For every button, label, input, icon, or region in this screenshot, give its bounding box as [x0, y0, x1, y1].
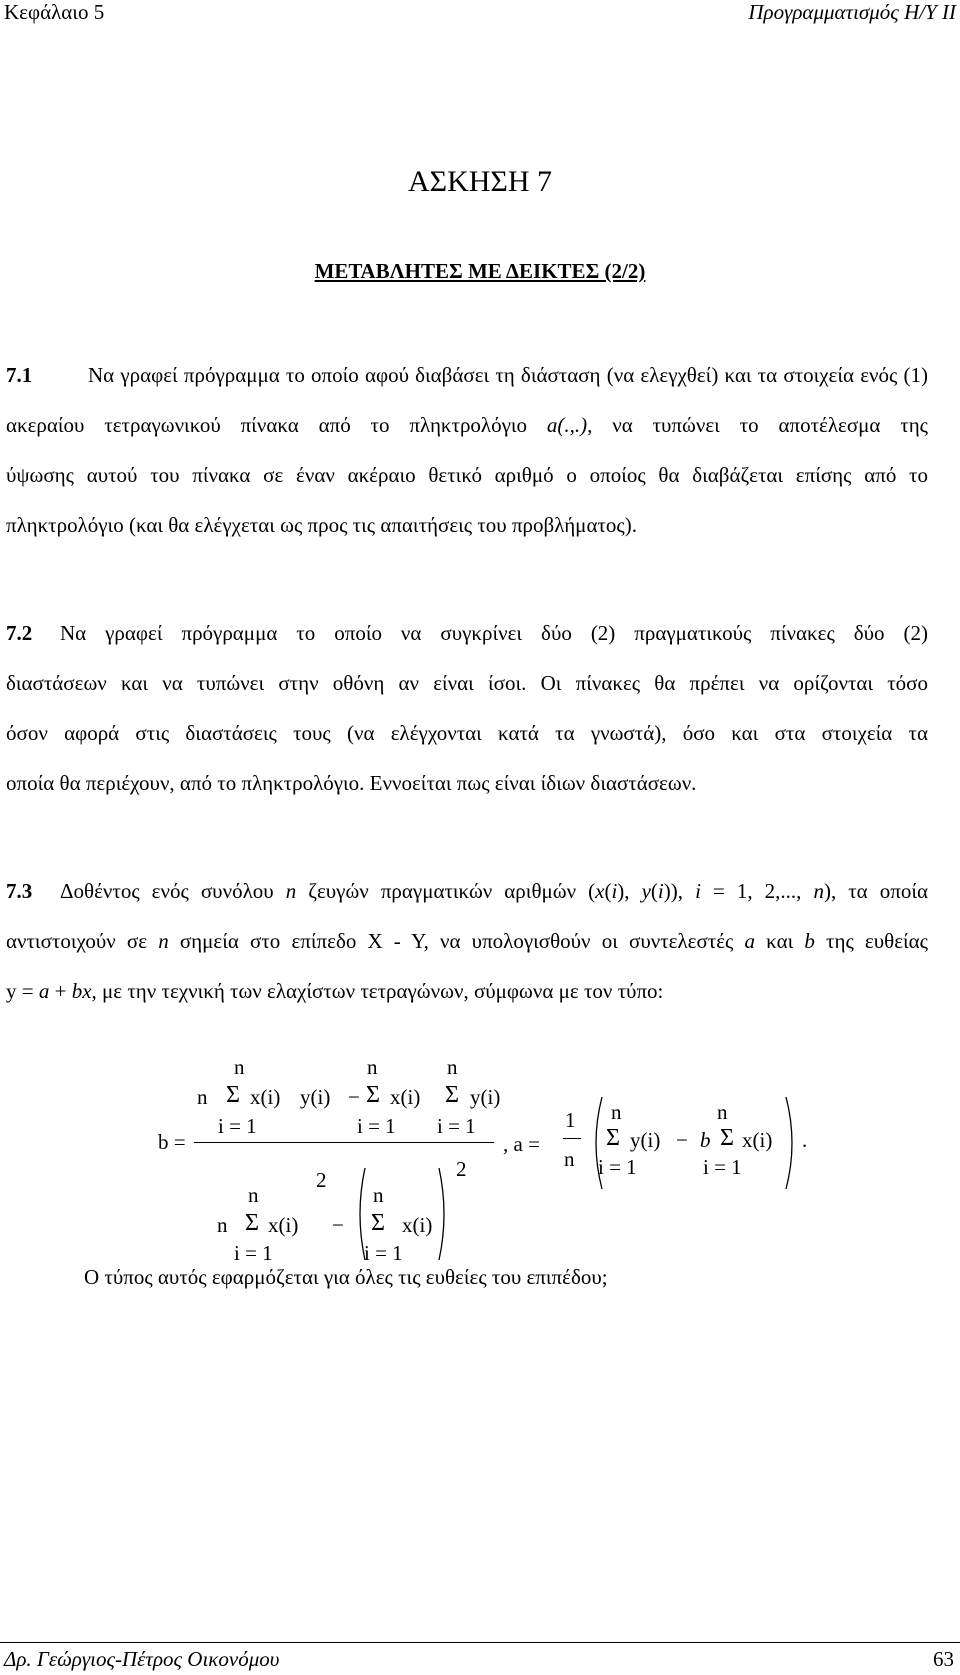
ex73-number: 7.3 [6, 879, 33, 903]
course-label: Προγραμματισμός Η/Υ ΙΙ [748, 0, 956, 24]
formula-index: i = 1 [357, 1114, 396, 1138]
ex71-text-1: Να γραφεί πρόγραμμα το οποίο αφού διαβάσει τη διάσταση (να ελεγχθεί) και τα στοιχεία ενός (1) [88, 363, 928, 387]
ex71-number: 7.1 [6, 363, 33, 387]
formula-index: i = 1 [598, 1155, 637, 1179]
formula-n: n [717, 1100, 728, 1124]
formula-index: i = 1 [218, 1114, 257, 1138]
formula-period: . [802, 1128, 808, 1152]
chapter-label: Κεφάλαιο 5 [4, 0, 105, 24]
formula-n: n [197, 1085, 208, 1109]
page-title: ΑΣΚΗΣΗ 7 [407, 165, 553, 198]
footer-author: Δρ. Γεώργιος-Πέτρος Οικονόμου [4, 1647, 280, 1671]
sigma-symbol: Σ [226, 1082, 240, 1108]
formula-index: i = 1 [437, 1114, 476, 1138]
formula-n: n [248, 1183, 259, 1207]
formula-index: i = 1 [364, 1241, 403, 1265]
formula-n: n [373, 1183, 384, 1207]
ex73-var-i: i [657, 879, 664, 903]
formula-yi: y(i) [470, 1085, 501, 1109]
formula-n: n [217, 1213, 228, 1237]
ex72-line-1 [6, 620, 928, 646]
ex72-line-3: όσον αφορά στις διαστάσεις τους (να ελέγχονται κατά τα γνωστά), όσο και στα στοιχεία τα [6, 721, 928, 745]
formula-xi: x(i) [268, 1213, 299, 1237]
formula-a-equals: , a = [503, 1132, 540, 1156]
ex71-line-4: πληκτρολόγιο (και θα ελέγχεται ως προς τις απαιτήσεις του προβλήματος). [6, 513, 637, 537]
sigma-symbol: Σ [371, 1210, 385, 1236]
ex73-var-a: a [744, 929, 756, 953]
ex73-text: = 1, 2,..., [700, 879, 814, 903]
sigma-symbol: Σ [720, 1125, 734, 1151]
ex73-var-n: n [285, 879, 297, 903]
ex73-line-3 [6, 978, 663, 1004]
formula-index: i = 1 [703, 1155, 742, 1179]
ex73-var-bx: bx [71, 979, 92, 1003]
sigma-symbol: Σ [445, 1082, 459, 1108]
ex71-line-2 [6, 412, 928, 438]
ex71-line-3: ύψωσης αυτού του πίνακα σε έναν ακέραιο θετικό αριθμό ο οποίος θα διαβάζεται επίσης από το [6, 463, 928, 487]
ex73-text: ), [617, 879, 642, 903]
page-subtitle: ΜΕΤΑΒΛΗΤΕΣ ΜΕ ΔΕΙΚΤΕΣ (2/2) [314, 259, 646, 283]
page-number: 63 [933, 1647, 954, 1671]
formula-b-equals: b = [158, 1130, 186, 1154]
right-paren-denominator [437, 1166, 451, 1262]
ex72-line-4: οποία θα περιέχουν, από το πληκτρολόγιο. Εννοείται πως είναι ίδιων διαστάσεων. [6, 771, 697, 795]
formula-exponent: 2 [456, 1157, 467, 1181]
formula-n: n [367, 1055, 378, 1079]
ex71-line-1 [6, 362, 928, 388]
ex72-number: 7.2 [6, 621, 33, 645]
ex71-text-2c: , να τυπώνει το αποτέλεσμα της [587, 413, 929, 437]
formula-minus: − [348, 1085, 360, 1109]
ex73-text: της ευθείας [814, 929, 928, 953]
ex73-text: ζευγών πραγματικών αριθμών ( [296, 879, 596, 903]
formula-yi: y(i) [630, 1128, 661, 1152]
formula-xi: x(i) [742, 1128, 773, 1152]
ex73-var-b: b [804, 929, 815, 953]
ex73-text: ), τα οποία [823, 879, 928, 903]
ex73-text: + [49, 979, 72, 1003]
formula-minus: − [332, 1213, 344, 1237]
ex73-var-n: n [158, 929, 169, 953]
ex73-var-y: y [641, 879, 651, 903]
ex73-var-a: a [38, 979, 50, 1003]
ex73-text: , με την τεχνική των ελαχίστων τετραγώνων, σύμφωνα με τον τύπο: [91, 979, 664, 1003]
formula-exponent: 2 [316, 1168, 327, 1192]
sigma-symbol: Σ [606, 1125, 620, 1151]
ex72-line-2: διαστάσεων και να τυπώνει στην οθόνη αν είναι ίσοι. Οι πίνακες θα πρέπει να ορίζονται τόσο [6, 671, 928, 695]
formula-one: 1 [565, 1108, 576, 1132]
right-paren-a [784, 1095, 800, 1191]
formula-minus: − [676, 1128, 688, 1152]
ex73-text: = [16, 979, 39, 1003]
ex73-var-n: n [813, 879, 824, 903]
sigma-symbol: Σ [366, 1082, 380, 1108]
fraction-bar-b [194, 1142, 494, 1143]
formula-b: b [700, 1128, 711, 1152]
formula-xi: x(i) [390, 1085, 421, 1109]
ex71-text-2a: ακεραίου τετραγωνικού πίνακα από το πληκτρολόγιο [6, 413, 547, 437]
ex73-text: Δοθέντος ενός συνόλου [60, 879, 286, 903]
footer-rule [0, 1642, 960, 1643]
ex72-text-1: Να γραφεί πρόγραμμα το οποίο να συγκρίνει δύο (2) πραγματικούς πίνακες δύο (2) [60, 621, 928, 645]
formula-n: n [447, 1055, 458, 1079]
ex73-var-i: i [611, 879, 618, 903]
fraction-bar-a [563, 1138, 581, 1139]
ex73-text: )), [663, 879, 696, 903]
formula-index: i = 1 [234, 1241, 273, 1265]
ex73-var-x: x [595, 879, 605, 903]
ex73-text: αντιστοιχούν σε [6, 929, 159, 953]
ex71-matrix-name: a(.,.) [546, 413, 588, 437]
formula-xi: x(i) [250, 1085, 281, 1109]
ex73-var-i: i [695, 879, 701, 903]
ex73-var-y: y [6, 979, 17, 1003]
formula-yi: y(i) [300, 1085, 331, 1109]
formula-n: n [611, 1100, 622, 1124]
ex73-line-1: 7.3 Δοθέντος ενός συνόλου n ζευγών πραγματικών αριθμών (x(i), y(i)), i = 1, 2,..., n), τα οποία [6, 879, 928, 903]
sigma-symbol: Σ [245, 1210, 259, 1236]
left-paren-denominator [353, 1166, 367, 1262]
formula-n: n [234, 1055, 245, 1079]
ex73-text: σημεία στο επίπεδο X - Y, να υπολογισθούν οι συντελεστές [168, 929, 745, 953]
ex73-line-2 [6, 928, 928, 954]
formula-xi: x(i) [402, 1213, 433, 1237]
ex73-closing-question: Ο τύπος αυτός εφαρμόζεται για όλες τις ευθείες του επιπέδου; [84, 1265, 608, 1289]
formula-n: n [564, 1147, 575, 1171]
ex73-text: και [755, 929, 805, 953]
